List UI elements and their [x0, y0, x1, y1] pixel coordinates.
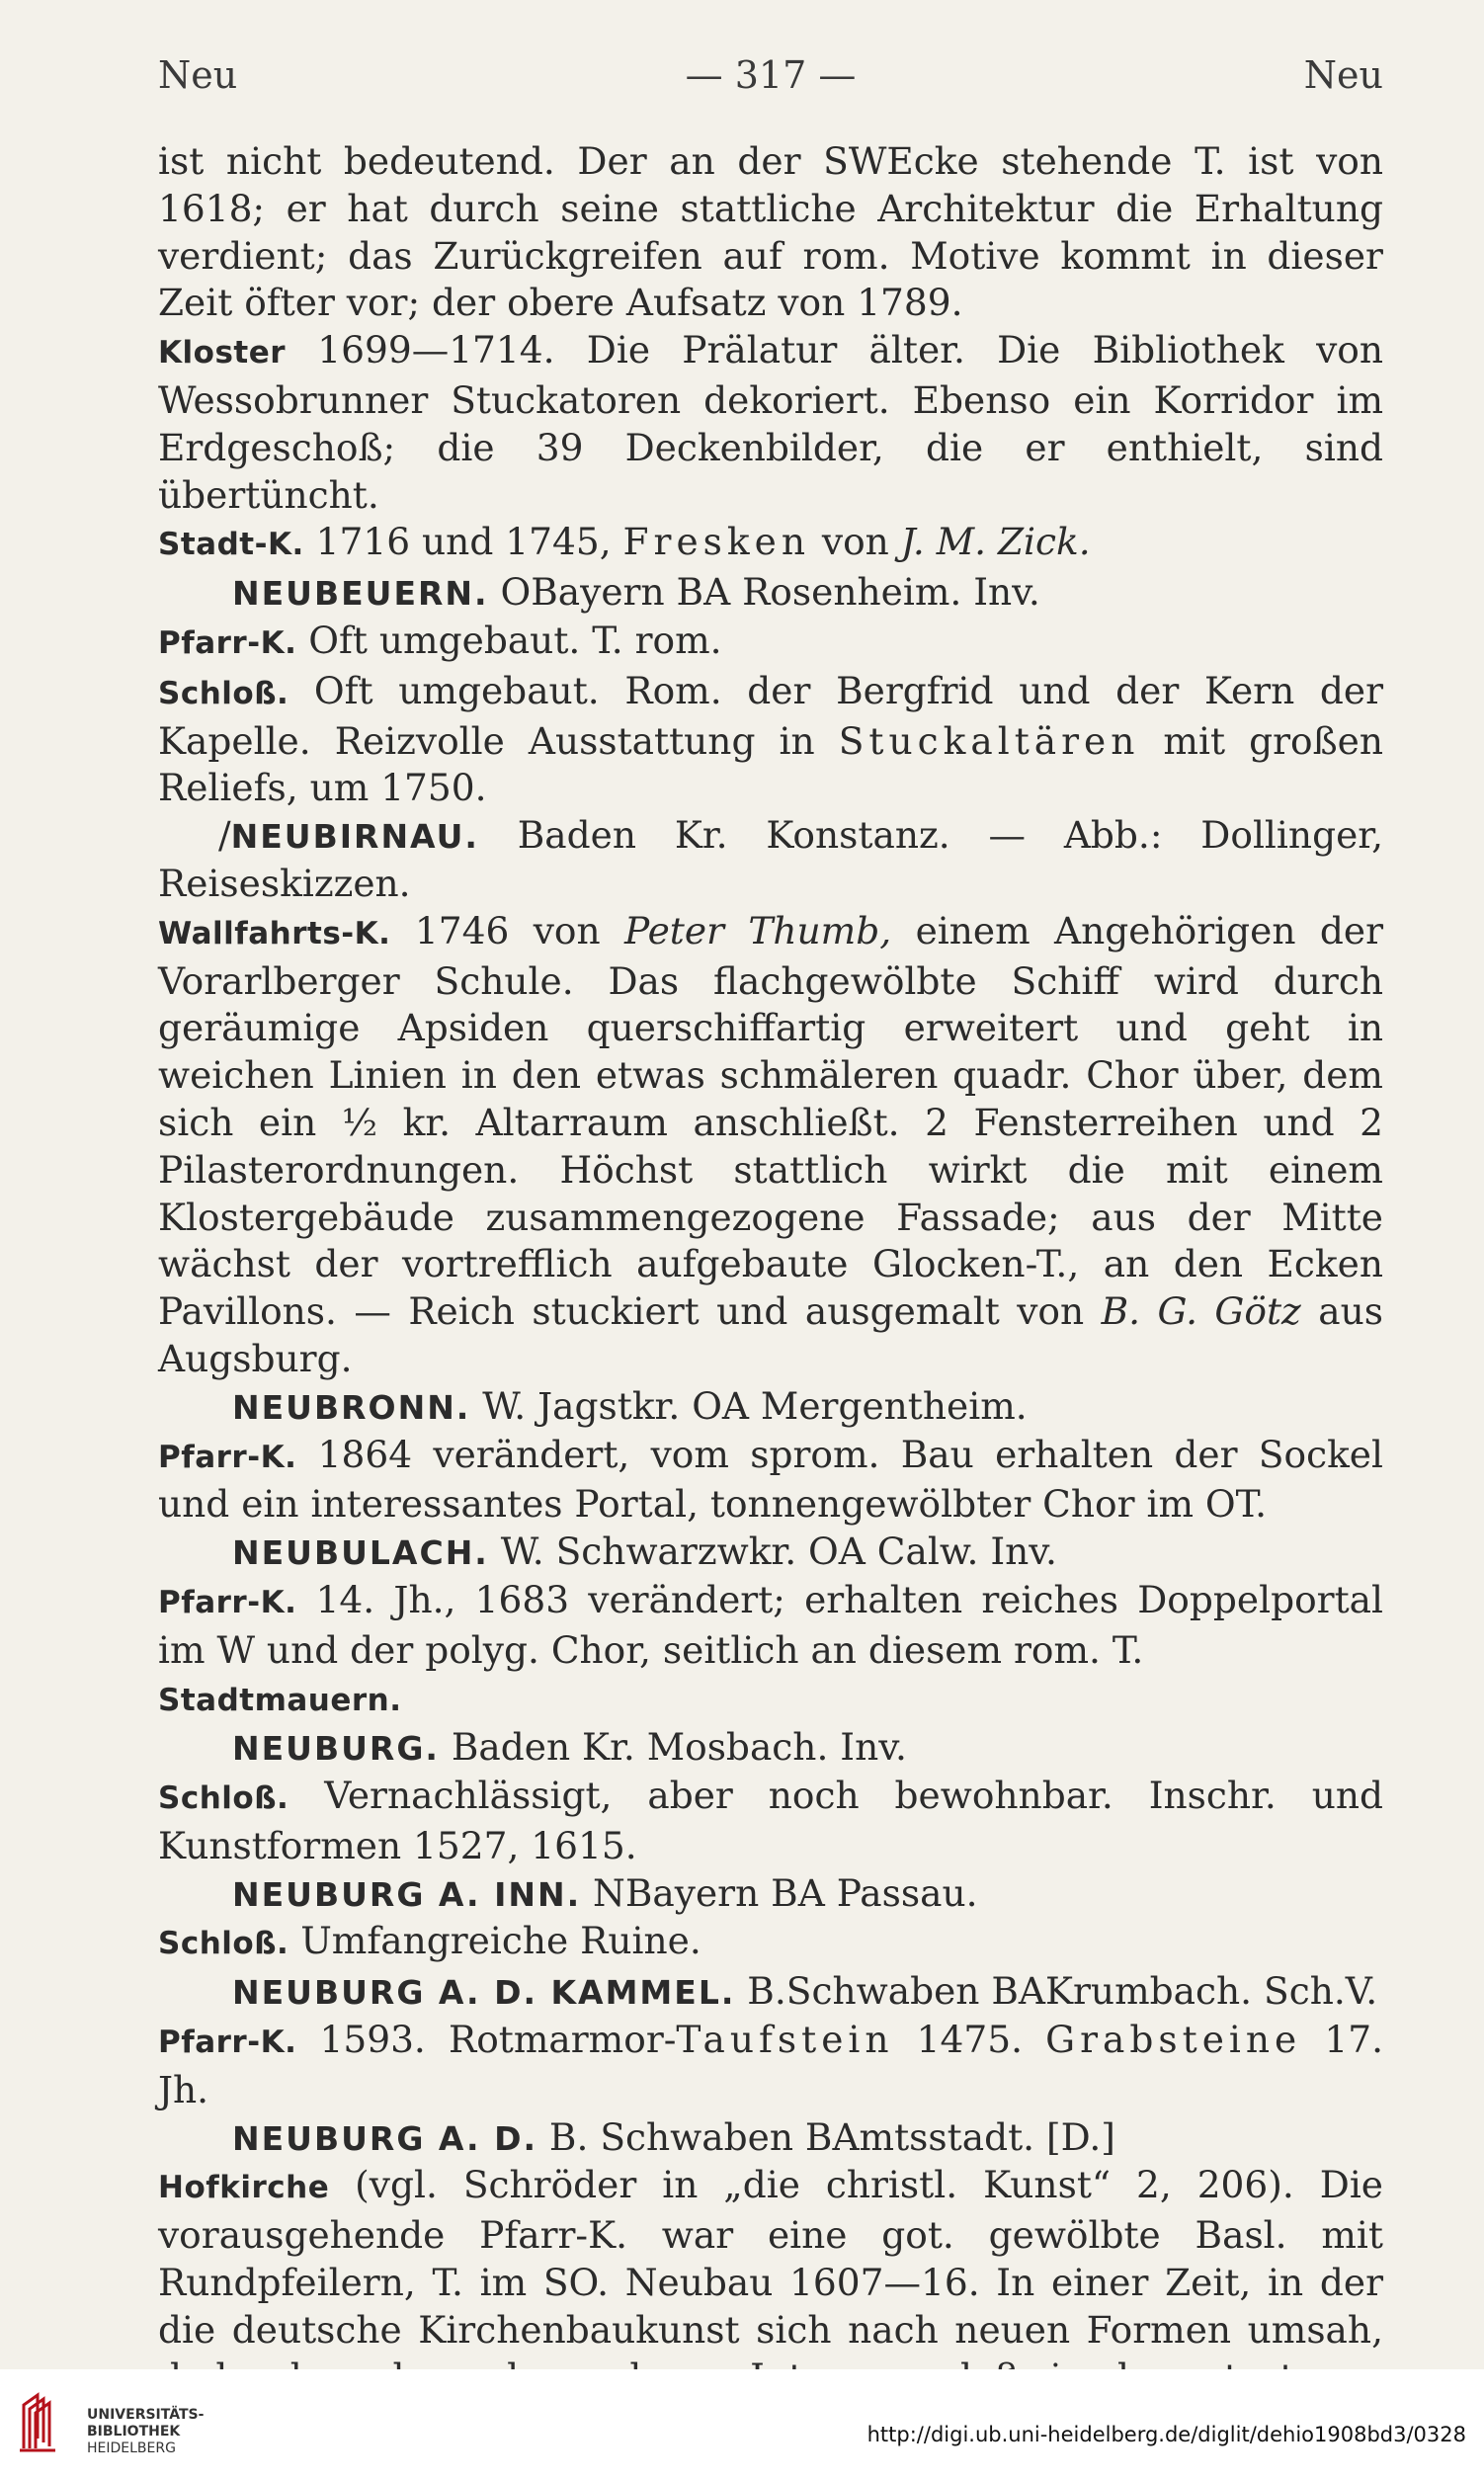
text-run: 1593. Rotmarmor- — [296, 2018, 677, 2062]
margin-mark: / — [218, 813, 231, 858]
place-heading: NEUBURG A. D. — [232, 2118, 537, 2158]
text-run: 17. Jh. — [158, 2018, 1384, 2111]
text-run: einem Angehörigen der Vorarlberger Schule. Das flachgewölbte Schiff wird durch geräumige Apsiden querschiffartig erweitert und geht in weichen Linien in den etwas schmäleren quadr. Chor über, dem sich ein ½ kr. Altarraum anschließt. 2 Fensterreihen und 2 Pilasterordnungen. Höchst stattlich wirkt die mit einem Klostergebäude zusammengezogene Fassade; aus der Mitte wächst der vortrefflich aufgebaute Glocken-T., an den Ecken Pavillons. — Reich stuckiert und ausgemalt von — [158, 908, 1384, 1334]
paragraph — [158, 618, 1383, 668]
place-heading: NEUBULACH. — [232, 1533, 489, 1573]
text-run: 1746 von — [390, 908, 625, 952]
spaced-term: Stuckaltären — [838, 718, 1140, 763]
text-run: (vgl. Schröder in „die christl. Kunst“ 2, 206). Die vorausgehende Pfarr-K. war eine got. gewölbte Basl. mit Rundpfeilern, T. im SO. Neubau 1607—16. In einer Zeit, in der die deutsche Kirchenbaukunst sich nach neuen Formen umsah, — [158, 2163, 1383, 2352]
text-run: B. Schwaben BAmtsstadt. [D.] — [537, 2114, 1115, 2159]
text-run: 1475. — [893, 2018, 1046, 2062]
paragraph — [158, 1918, 1383, 1968]
place-heading: NEUBURG. — [232, 1729, 440, 1769]
text-run: W. Schwarzwkr. OA Calw. Inv. — [488, 1530, 1057, 1574]
text-run: Baden Kr. Mosbach. Inv. — [439, 1725, 907, 1770]
artist-name: Peter Thumb, — [624, 908, 892, 952]
source-url-link[interactable]: http://digi.ub.uni-heidelberg.de/diglit/dehio1908bd3/0328 — [866, 2423, 1466, 2446]
paragraph — [158, 668, 1383, 812]
text-run: aus Augsburg. — [158, 1289, 1383, 1380]
entry-keyword: Stadtmauern. — [158, 1682, 402, 1718]
entry-keyword: Pfarr-K. — [158, 1584, 297, 1620]
paragraph — [158, 1870, 1383, 1919]
text-run: von — [809, 520, 901, 564]
paragraph — [158, 519, 1383, 569]
text-run: mit großen Reliefs, um 1750. — [158, 718, 1383, 810]
paragraph — [158, 1577, 1383, 1675]
entry-keyword: Schloß. — [158, 1926, 289, 1962]
library-name-line: HEIDELBERG — [87, 2440, 176, 2456]
entry-keyword: Wallfahrts-K. — [158, 915, 391, 951]
entry-keyword: Pfarr-K. — [158, 1439, 297, 1475]
paragraph — [158, 2114, 1383, 2163]
running-head-right: Neu — [1303, 53, 1383, 97]
text-run: 1864 verändert, vom sprom. Bau erhalten der Sockel und ein interessantes Portal, tonnengewölbter Chor im OT. — [158, 1432, 1383, 1527]
paragraph — [158, 812, 1383, 908]
text-run: Baden Kr. Konstanz. — Abb.: Dollinger, Reiseskizzen. — [158, 813, 1383, 905]
entry-keyword: Pfarr-K. — [158, 624, 297, 661]
library-name — [87, 2407, 204, 2457]
entry-keyword: Hofkirche — [158, 2170, 330, 2206]
artist-name: B. G. Götz — [1101, 1289, 1301, 1334]
text-run: 14. Jh., 1683 verändert; erhalten reiches Doppelportal im W und der polyg. Chor, seitlich an diesem rom. T. — [158, 1577, 1383, 1672]
library-name-line: BIBLIOTHEK — [87, 2424, 181, 2440]
paragraph — [158, 1675, 1383, 1725]
text-run: Oft umgebaut. T. rom. — [296, 618, 722, 662]
paragraph — [158, 569, 1383, 618]
entry-keyword: Stadt-K. — [158, 527, 304, 563]
place-heading: NEUBEUERN. — [232, 574, 489, 614]
text-run: W. Jagstkr. OA Mergentheim. — [470, 1383, 1028, 1428]
text-run: Oft umgebaut. Rom. der Bergfrid und der Kern der Kapelle. Reizvolle Ausstattung in — [158, 668, 1383, 763]
paragraph — [158, 1773, 1383, 1870]
entry-keyword: Schloß. — [158, 675, 289, 711]
page-header — [158, 53, 1383, 103]
spaced-term: Fresken — [622, 520, 810, 564]
library-name-line: UNIVERSITÄTS- — [87, 2407, 205, 2423]
text-run: Vernachlässigt, aber noch bewohnbar. Inschr. und Kunstformen 1527, 1615. — [158, 1774, 1383, 1867]
text-run: ist nicht bedeutend. Der an der SWEcke stehende T. ist von 1618; er hat durch seine stattliche Architektur die Erhaltung verdient; das Zurückgreifen auf rom. Motive kommt in dieser Zeit öfter vor; der obere Aufsatz von 1789. — [158, 139, 1383, 325]
entry-keyword: Pfarr-K. — [158, 2025, 297, 2061]
place-heading: NEUBIRNAU. — [230, 817, 479, 857]
text-run: B.Schwaben BAKrumbach. Sch.V. — [735, 1969, 1378, 2014]
library-logo-icon — [16, 2387, 65, 2456]
paragraph — [158, 2017, 1383, 2114]
text-run: OBayern BA Rosenheim. Inv. — [488, 570, 1040, 615]
place-heading: NEUBURG A. INN. — [232, 1874, 582, 1914]
paragraph — [158, 1529, 1383, 1577]
page-number: — 317 — — [685, 53, 857, 97]
paragraph — [158, 138, 1383, 327]
text-run: 1716 und 1745, — [303, 520, 623, 564]
text-column — [158, 138, 1383, 2401]
artist-name: J. M. Zick. — [900, 520, 1091, 564]
entry-keyword: Schloß. — [158, 1780, 289, 1817]
spaced-term: Taufstein — [676, 2018, 894, 2062]
place-heading: NEUBURG A. D. KAMMEL. — [232, 1973, 736, 2013]
paragraph — [158, 327, 1383, 519]
text-run: 1699—1714. Die Prälatur älter. Die Bibliothek von Wessobrunner Stuckatoren dekoriert. Ebenso ein Korridor im Erdgeschoß; die 39 Deckenbilder, die er enthielt, sind übertüncht. — [158, 328, 1383, 517]
paragraph — [158, 1432, 1383, 1530]
footer-bar — [0, 2369, 1484, 2481]
text-run: Umfangreiche Ruine. — [289, 1919, 701, 1963]
spaced-term: Grabsteine — [1045, 2018, 1302, 2062]
entry-keyword: Kloster — [158, 335, 287, 372]
paragraph — [158, 908, 1383, 1383]
paragraph — [158, 2162, 1383, 2401]
place-heading: NEUBRONN. — [232, 1387, 471, 1427]
paragraph — [158, 1383, 1383, 1432]
paragraph — [158, 1968, 1383, 2017]
running-head-left: Neu — [158, 53, 238, 97]
text-run: NBayern BA Passau. — [581, 1870, 978, 1915]
paragraph — [158, 1724, 1383, 1773]
